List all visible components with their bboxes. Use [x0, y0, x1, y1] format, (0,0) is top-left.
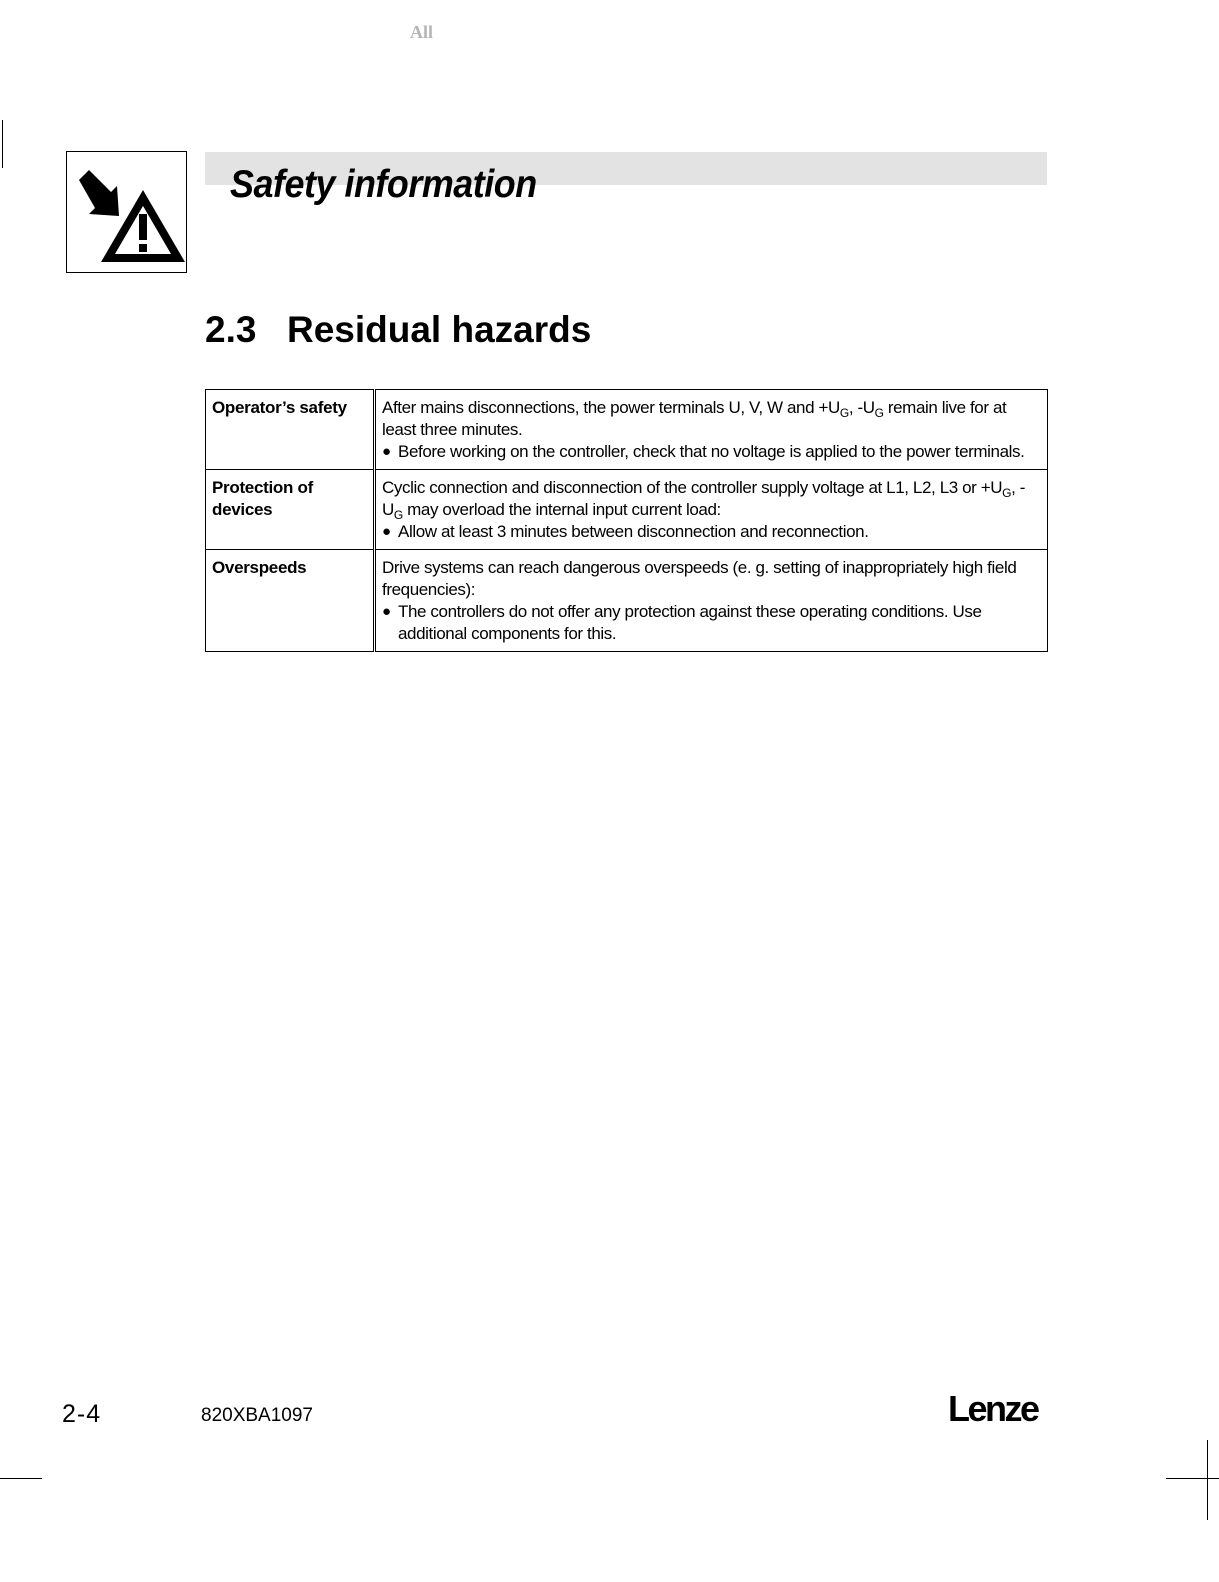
table-row — [206, 470, 1048, 550]
warning-triangle-with-arrow-icon — [67, 152, 188, 274]
hazard-text: After mains disconnections, the power terminals U, V, W and $+U_G$, $-U_G$ remain live for at least three minutes. — [382, 398, 1007, 439]
hazard-text: Drive systems can reach dangerous overspeeds (e. g. setting of inappropriately high field frequencies): — [382, 558, 1017, 599]
section-title: Safety information — [230, 163, 537, 206]
safety-icon-box — [66, 151, 187, 273]
hazard-description — [375, 550, 1048, 652]
subsection-heading — [205, 308, 591, 352]
crop-mark-bottom-right-h — [1166, 1478, 1219, 1479]
bullet-icon: ● — [382, 523, 391, 540]
document-id: 820XBA1097 — [201, 1405, 313, 1426]
hazard-text: Cyclic connection and disconnection of the controller supply voltage at L1, L2, L3 or $+U_G$, $-U_G$ may overload the internal input current load: — [382, 478, 1026, 522]
hazard-label: Operator’s safety — [206, 390, 375, 470]
lenze-logo: Lenze — [948, 1388, 1038, 1429]
hazard-bullet: ● Allow at least 3 minutes between disconnection and reconnection. — [382, 522, 869, 541]
subsection-number: 2.3 — [205, 309, 257, 350]
hazard-description — [375, 390, 1048, 470]
header-tag: All — [410, 22, 434, 42]
bullet-icon: ● — [382, 603, 391, 620]
hazard-label: Overspeeds — [206, 550, 375, 652]
crop-mark-bottom-left — [0, 1478, 42, 1479]
subsection-title: Residual hazards — [287, 309, 592, 350]
hazard-description — [375, 470, 1048, 550]
hazard-bullet: ● The controllers do not offer any protection against these operating conditions. Use additional components for this. — [382, 602, 982, 643]
hazard-label: Protection of devices — [206, 470, 375, 550]
residual-hazards-table — [205, 389, 1048, 652]
hazard-bullet: ● Before working on the controller, check that no voltage is applied to the power terminals. — [382, 442, 1025, 461]
bullet-icon: ● — [382, 443, 391, 460]
table-row — [206, 550, 1048, 652]
table-row — [206, 390, 1048, 470]
crop-mark-bottom-right-v — [1207, 1440, 1208, 1520]
page-number: 2-4 — [62, 1400, 102, 1428]
crop-mark-top-left — [2, 120, 3, 168]
